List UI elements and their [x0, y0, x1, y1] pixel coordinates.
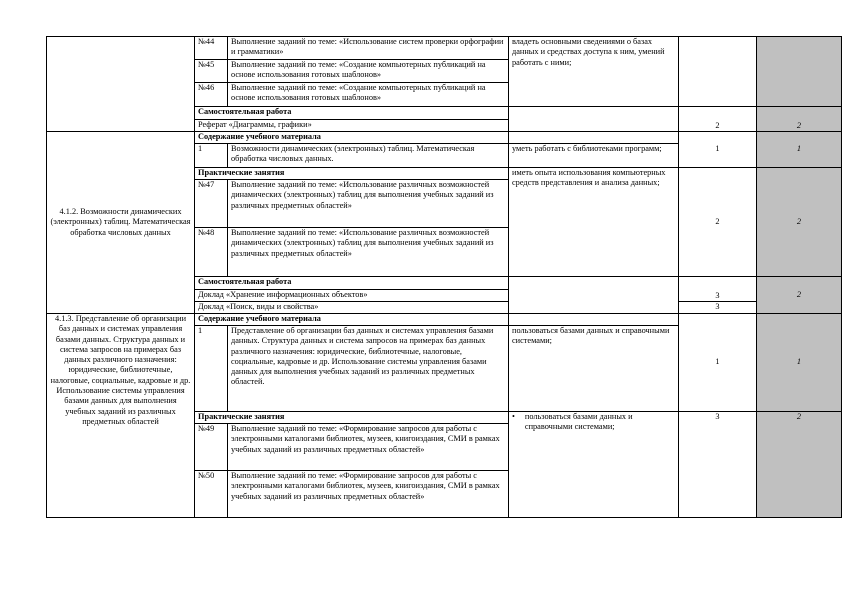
report-text: Доклад «Хранение информационных объектов»: [195, 290, 509, 302]
hours-value: 3: [679, 302, 757, 314]
hours-value: 3: [679, 277, 757, 302]
hours-value: 2: [679, 107, 757, 132]
content-text: Возможности динамических (электронных) таблиц. Математическая обработка числовых данных.: [228, 144, 509, 168]
report-text: Доклад «Поиск, виды и свойства»: [195, 302, 509, 314]
section-heading: Практические занятия: [195, 412, 509, 424]
level-value: 2: [757, 168, 842, 277]
curriculum-table: [46, 36, 842, 518]
skills-cell-empty: [509, 132, 679, 144]
level-value: 1: [757, 132, 842, 168]
section-heading: Самостоятельная работа: [195, 277, 509, 290]
level-value: 2: [757, 107, 842, 132]
bullet-glyph: •: [512, 412, 515, 421]
content-text: Представление об организации баз данных и системах управления базами данных. Структура данных и система запросов на примерах баз данных различного назначения: юридические, библиотечные, налоговые, социальные, кадровые и др. Использование системы управления базами данных для выполнения учебных заданий из различных предметных областей.: [228, 326, 509, 412]
topic-412: 4.1.2. Возможности динамических (электронных) таблиц. Математическая обработка числовых данных: [47, 132, 195, 314]
level-value: 2: [757, 277, 842, 314]
level-cell-empty: [757, 37, 842, 107]
task-number: №50: [195, 471, 228, 518]
skills-cell: [509, 412, 679, 518]
task-text: Выполнение заданий по теме: «Использование систем проверки орфографии и грамматики»: [228, 37, 509, 60]
level-value: 2: [757, 412, 842, 518]
section-heading: Содержание учебного материала: [195, 132, 509, 144]
skills-cell: пользоваться базами данных и справочными системами;: [509, 326, 679, 412]
section-heading: Содержание учебного материала: [195, 314, 509, 326]
task-text: Выполнение заданий по теме: «Использование различных возможностей динамических (электронных) таблиц для выполнения учебных заданий из различных предметных областей»: [228, 228, 509, 277]
skills-text: пользоваться базами данных и справочными системами;: [524, 412, 633, 432]
task-text: Выполнение заданий по теме: «Использование различных возможностей динамических (электронных) таблиц для выполнения учебных заданий из различных предметных областей»: [228, 180, 509, 228]
hours-value: 1: [679, 132, 757, 168]
task-number: №44: [195, 37, 228, 60]
hours-value: 2: [679, 168, 757, 277]
task-number: №47: [195, 180, 228, 228]
task-text: Выполнение заданий по теме: «Формирование запросов для работы с электронными каталогами библиотек, музеев, книгоиздания, СМИ в рамках учебных заданий из различных предметных областей»: [228, 424, 509, 471]
skills-cell-empty: [509, 314, 679, 326]
skills-cell: иметь опыта использования компьютерных средств представления и анализа данных;: [509, 168, 679, 277]
topic-cell-empty: [47, 37, 195, 132]
task-number: №45: [195, 60, 228, 83]
skills-cell: владеть основными сведениями о базах данных и средствах доступа к ним, умений работать с ними;: [509, 37, 679, 107]
task-text: Выполнение заданий по теме: «Создание компьютерных публикаций на основе использования готовых шаблонов»: [228, 83, 509, 107]
topic-413: 4.1.3. Представление об организации баз данных и системах управления базами данных. Структура данных и система запросов на примерах баз данных различного назначения: юридические, библиотечные, налоговые, социальные, кадровые и др. Использование системы управления базами данных для выполнения учебных заданий из различных предметных областей: [47, 314, 195, 518]
skills-cell-empty: [509, 107, 679, 132]
referat-text: Реферат «Диаграммы, графики»: [195, 120, 509, 132]
level-value: 1: [757, 314, 842, 412]
content-number: 1: [195, 326, 228, 412]
skills-cell: уметь работать с библиотеками программ;: [509, 144, 679, 168]
task-text: Выполнение заданий по теме: «Создание компьютерных публикаций на основе использования готовых шаблонов»: [228, 60, 509, 83]
section-heading: Практические занятия: [195, 168, 509, 180]
task-number: №48: [195, 228, 228, 277]
skills-cell-empty: [509, 277, 679, 314]
section-heading: Самостоятельная работа: [195, 107, 509, 120]
hours-value: 1: [679, 314, 757, 412]
task-text: Выполнение заданий по теме: «Формирование запросов для работы с электронными каталогами библиотек, музеев, книгоиздания, СМИ в рамках учебных заданий из различных предметных областей»: [228, 471, 509, 518]
content-number: 1: [195, 144, 228, 168]
task-number: №49: [195, 424, 228, 471]
task-number: №46: [195, 83, 228, 107]
hours-cell-empty: [679, 37, 757, 107]
hours-value: 3: [679, 412, 757, 518]
